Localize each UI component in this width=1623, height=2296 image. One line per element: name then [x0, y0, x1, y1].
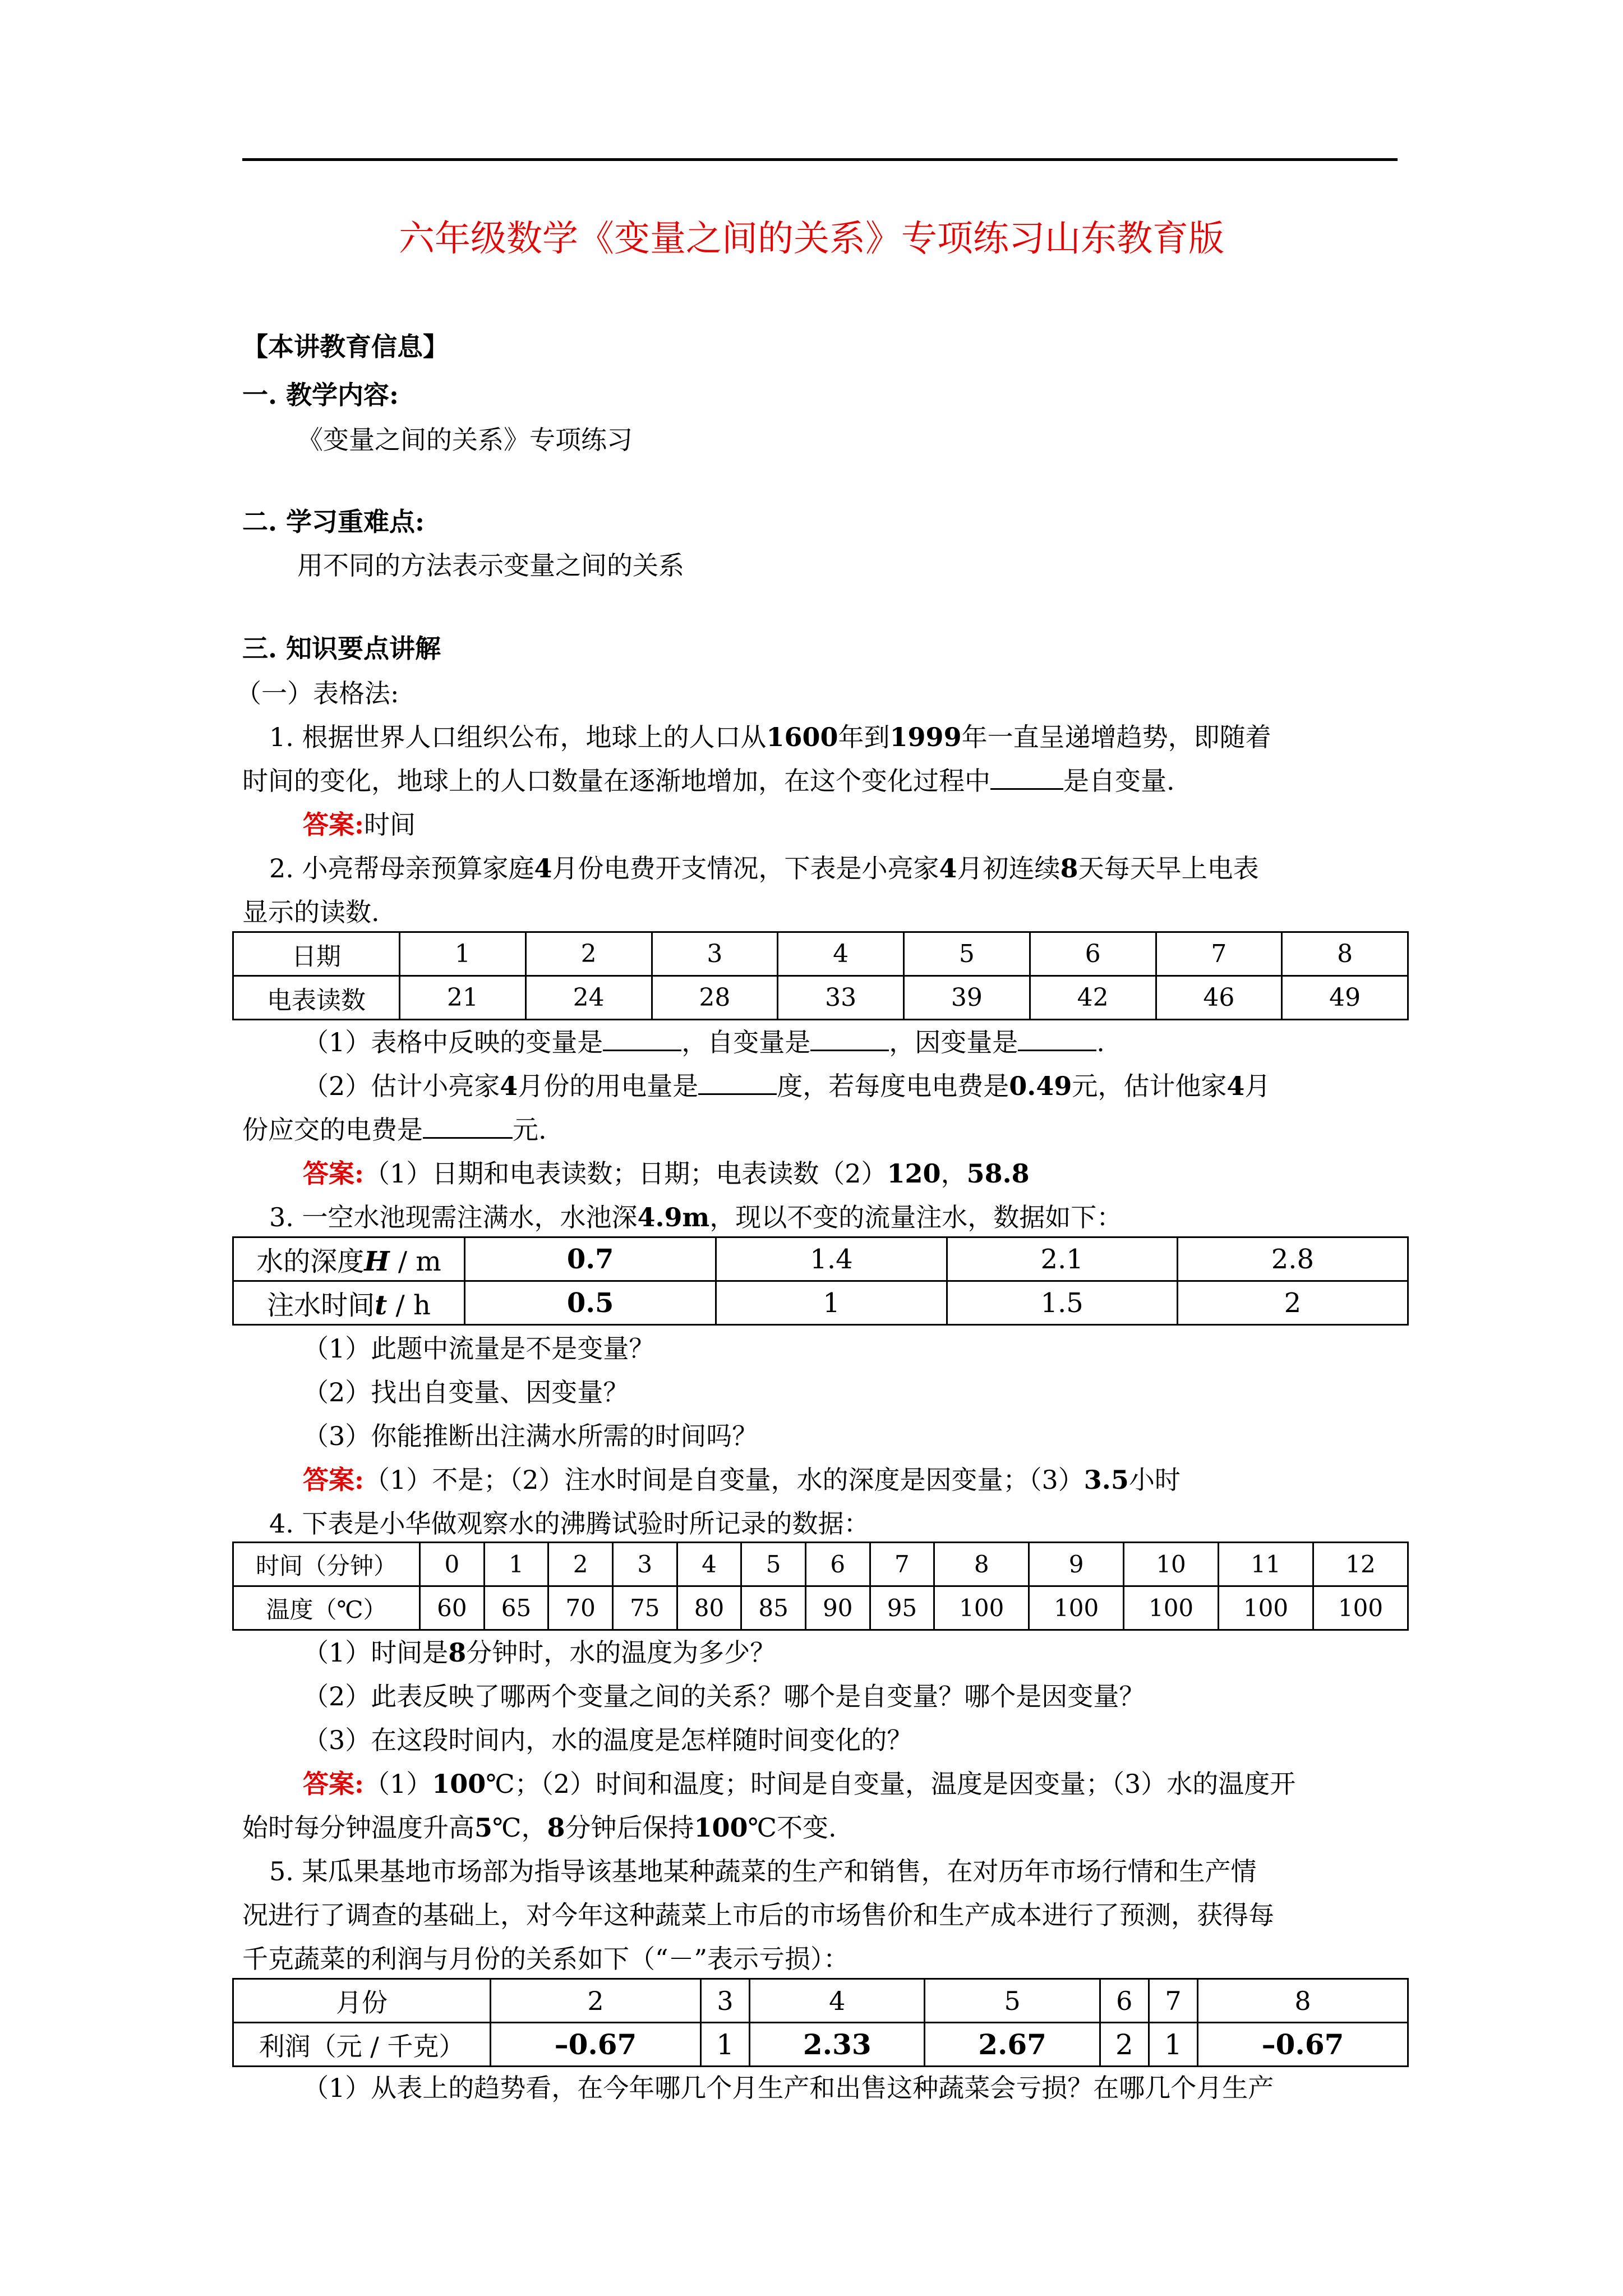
q2-line-1: 2. 小亮帮母亲预算家庭4月份电费开支情况，下表是小亮家4月初连续8天每天早上电表 — [269, 853, 1259, 884]
table-row — [233, 1586, 1408, 1630]
q4-sub-1: （1）时间是8分钟时，水的温度为多少？ — [303, 1637, 776, 1668]
table-cell: 3 — [612, 1543, 677, 1586]
answer-blank — [990, 766, 1063, 790]
table-cell: 85 — [741, 1586, 806, 1630]
table-cell: 6 — [1100, 1979, 1149, 2023]
table-cell: 1.4 — [716, 1237, 947, 1281]
table-cell: 1 — [1149, 2023, 1197, 2067]
answer-blank — [1018, 1027, 1096, 1051]
q3-sub-2: （2）找出自变量、因变量？ — [303, 1377, 629, 1407]
q5-line-1: 5. 某瓜果基地市场部为指导该基地某种蔬菜的生产和销售，在对历年市场行情和生产情 — [269, 1856, 1257, 1887]
table-cell: 2.1 — [947, 1237, 1177, 1281]
table-cell: 42 — [1030, 976, 1156, 1020]
table-row — [233, 932, 1408, 976]
table-cell: 9 — [1029, 1543, 1124, 1586]
table-cell: –0.67 — [491, 2023, 701, 2067]
table-cell: 1 — [484, 1543, 548, 1586]
table-cell: 28 — [652, 976, 778, 1020]
table-cell: 2.67 — [925, 2023, 1100, 2067]
q3-sub-1: （1）此题中流量是不是变量？ — [303, 1333, 655, 1364]
q3-line-1: 3. 一空水池现需注满水，水池深4.9m，现以不变的流量注水，数据如下： — [269, 1202, 1123, 1232]
answer-blank — [698, 1071, 777, 1095]
section-1-heading: 一. 教学内容: — [242, 380, 399, 410]
table-cell: 7 — [1156, 932, 1282, 976]
table-cell: 2 — [1177, 1281, 1408, 1325]
table-cell: 12 — [1313, 1543, 1408, 1586]
table-cell: 100 — [1313, 1586, 1408, 1630]
table-cell: 0.7 — [465, 1237, 716, 1281]
table-cell: 电表读数 — [233, 976, 400, 1020]
table-cell: 8 — [1198, 1979, 1408, 2023]
header-rule — [242, 158, 1398, 161]
section-2-body: 用不同的方法表示变量之间的关系 — [297, 550, 684, 581]
table-cell: 100 — [1124, 1586, 1219, 1630]
table-row — [233, 1281, 1408, 1325]
table-cell: 70 — [548, 1586, 613, 1630]
answer-blank — [603, 1027, 681, 1051]
table-row — [233, 1237, 1408, 1281]
table-cell: 2 — [525, 932, 652, 976]
document-title: 六年级数学《变量之间的关系》专项练习山东教育版 — [399, 218, 1224, 260]
table-cell: 11 — [1219, 1543, 1313, 1586]
table-cell: 100 — [1029, 1586, 1124, 1630]
table-row — [233, 2023, 1408, 2067]
q3-answer: 答案:（1）不是；（2）注水时间是自变量，水的深度是因变量；（3）3.5小时 — [303, 1465, 1181, 1495]
table-cell: 21 — [400, 976, 526, 1020]
table-cell: 8 — [1282, 932, 1408, 976]
table-cell: 80 — [677, 1586, 741, 1630]
table-cell: 33 — [778, 976, 904, 1020]
q2-sub-2-cont: 份应交的电费是 元. — [242, 1115, 547, 1145]
table-cell: 0 — [420, 1543, 485, 1586]
table-cell: 2.33 — [750, 2023, 925, 2067]
q5-line-3: 千克蔬菜的利润与月份的关系如下（“－”表示亏损）： — [242, 1944, 850, 1974]
q3-sub-3: （3）你能推断出注满水所需的时间吗？ — [303, 1421, 758, 1451]
q2-answer: 答案:（1）日期和电表读数；日期；电表读数（2）120，58.8 — [303, 1158, 1030, 1189]
table-cell: 24 — [525, 976, 652, 1020]
table-cell: 1 — [700, 2023, 749, 2067]
q1-line-1: 1. 根据世界人口组织公布，地球上的人口从1600年到1999年一直呈递增趋势，即随着 — [269, 722, 1271, 752]
table-cell: 0.5 — [465, 1281, 716, 1325]
table-cell: 4 — [677, 1543, 741, 1586]
table-cell: 时间（分钟） — [233, 1543, 420, 1586]
section-1-body: 《变量之间的关系》专项练习 — [297, 425, 633, 455]
table-cell: 1 — [400, 932, 526, 976]
table-cell: 65 — [484, 1586, 548, 1630]
table-cell: 5 — [925, 1979, 1100, 2023]
table-cell: 注水时间t / h — [233, 1281, 465, 1325]
vegetable-profit-table — [232, 1978, 1409, 2067]
q5-sub-1: （1）从表上的趋势看，在今年哪几个月生产和出售这种蔬菜会亏损？在哪几个月生产 — [303, 2073, 1274, 2103]
table-cell: 39 — [904, 976, 1030, 1020]
table-cell: 利润（元 / 千克） — [233, 2023, 491, 2067]
q4-sub-3: （3）在这段时间内，水的温度是怎样随时间变化的？ — [303, 1725, 913, 1755]
table-cell: 2.8 — [1177, 1237, 1408, 1281]
table-row — [233, 1543, 1408, 1586]
table-cell: 75 — [612, 1586, 677, 1630]
q4-line-1: 4. 下表是小华做观察水的沸腾试验时所记录的数据： — [269, 1508, 870, 1539]
table-cell: 95 — [870, 1586, 934, 1630]
table-cell: 49 — [1282, 976, 1408, 1020]
q2-line-2: 显示的读数. — [242, 897, 380, 927]
table-cell: 温度（℃） — [233, 1586, 420, 1630]
section-2-heading: 二. 学习重难点: — [242, 507, 425, 537]
q5-line-2: 况进行了调查的基础上，对今年这种蔬菜上市后的市场售价和生产成本进行了预测，获得每 — [242, 1900, 1274, 1930]
q4-sub-2: （2）此表反映了哪两个变量之间的关系？哪个是自变量？哪个是因变量？ — [303, 1681, 1145, 1711]
section-3-sub: （一）表格法: — [236, 678, 399, 708]
table-cell: 10 — [1124, 1543, 1219, 1586]
table-cell: 4 — [778, 932, 904, 976]
table-row — [233, 976, 1408, 1020]
table-cell: 6 — [805, 1543, 870, 1586]
table-cell: 1 — [716, 1281, 947, 1325]
q2-sub-2: （2）估计小亮家4月份的用电量是 度，若每度电电费是0.49元，估计他家4月 — [303, 1071, 1271, 1101]
table-cell: 5 — [741, 1543, 806, 1586]
table-cell: 3 — [700, 1979, 749, 2023]
table-cell: 4 — [750, 1979, 925, 2023]
table-cell: 月份 — [233, 1979, 491, 2023]
q2-sub-1: （1）表格中反映的变量是 ，自变量是 ，因变量是 . — [303, 1027, 1105, 1057]
table-cell: 60 — [420, 1586, 485, 1630]
info-header: 【本讲教育信息】 — [242, 332, 449, 362]
table-cell: 水的深度H / m — [233, 1237, 465, 1281]
table-cell: 6 — [1030, 932, 1156, 976]
table-cell: 2 — [548, 1543, 613, 1586]
table-cell: 5 — [904, 932, 1030, 976]
section-3-heading: 三. 知识要点讲解 — [242, 633, 441, 664]
table-cell: 8 — [934, 1543, 1029, 1586]
q4-answer-cont: 始时每分钟温度升高5℃，8分钟后保持100℃不变. — [242, 1812, 837, 1843]
table-cell: 2 — [491, 1979, 701, 2023]
answer-blank — [423, 1115, 513, 1139]
table-cell: 100 — [934, 1586, 1029, 1630]
answer-blank — [810, 1027, 889, 1051]
table-cell: 3 — [652, 932, 778, 976]
q4-answer: 答案:（1）100℃；（2）时间和温度；时间是自变量，温度是因变量；（3）水的温度开 — [303, 1769, 1296, 1799]
electricity-meter-table — [232, 931, 1409, 1020]
table-cell: 1.5 — [947, 1281, 1177, 1325]
table-cell: 7 — [870, 1543, 934, 1586]
table-cell: –0.67 — [1198, 2023, 1408, 2067]
table-cell: 46 — [1156, 976, 1282, 1020]
boiling-water-table — [232, 1542, 1409, 1631]
table-cell: 日期 — [233, 932, 400, 976]
table-cell: 100 — [1219, 1586, 1313, 1630]
table-cell: 7 — [1149, 1979, 1197, 2023]
q1-line-2: 时间的变化，地球上的人口数量在逐渐地增加，在这个变化过程中 是自变量. — [242, 766, 1175, 796]
water-fill-table — [232, 1236, 1409, 1326]
q1-answer: 答案:时间 — [303, 809, 416, 840]
table-row — [233, 1979, 1408, 2023]
table-cell: 90 — [805, 1586, 870, 1630]
table-cell: 2 — [1100, 2023, 1149, 2067]
